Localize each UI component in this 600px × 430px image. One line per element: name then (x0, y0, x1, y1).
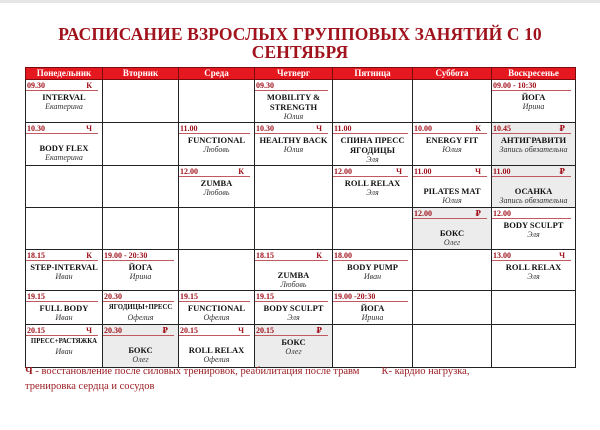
trainer-name: Ирина (129, 272, 152, 281)
trainer-name: Эля (527, 230, 540, 239)
trainer-name: Эля (366, 188, 379, 197)
class-name: BODY PUMP (347, 262, 398, 272)
time-line (179, 325, 250, 336)
class-name: ZUMBA (277, 270, 310, 280)
class-time: 20.15 (27, 326, 45, 335)
class-name: PILATES MAT (423, 186, 481, 196)
empty-cell (26, 208, 103, 250)
class-entry (26, 123, 102, 165)
class-entry (255, 250, 332, 290)
recovery-icon: Ч (316, 124, 322, 133)
ruble-paid-icon: ₽ (316, 326, 322, 335)
empty-cell (103, 208, 179, 250)
class-time: 19.15 (256, 292, 274, 301)
schedule-body (26, 80, 576, 368)
class-entry (103, 250, 178, 290)
class-entry (333, 250, 412, 290)
class-time: 11.00 (334, 124, 352, 133)
time-line (26, 80, 98, 91)
schedule-table (25, 67, 576, 368)
class-time: 20.15 (256, 326, 274, 335)
trainer-name: Офелия (127, 313, 154, 322)
day-header-monday: Понедельник (26, 68, 103, 80)
legend-cardio-text: К- кардио нагрузка, (381, 366, 470, 377)
class-cell[interactable] (492, 250, 576, 291)
ruble-paid-icon: ₽ (475, 209, 481, 218)
class-entry (179, 291, 254, 324)
day-header-friday: Пятница (333, 68, 413, 80)
trainer-name: Юлия (442, 196, 462, 205)
cardio-icon: К (86, 81, 92, 90)
top-border (0, 0, 600, 3)
cardio-icon: К (316, 251, 322, 260)
trainer-name: Иван (55, 272, 73, 281)
trainer-name: Юлия (283, 112, 304, 121)
class-entry (492, 80, 575, 122)
time-line (179, 123, 250, 134)
class-name: ПРЕСС+РАСТЯЖКА (30, 338, 98, 345)
class-cell[interactable] (26, 250, 103, 291)
class-name: BODY SCULPT (263, 303, 324, 313)
time-line (255, 325, 328, 336)
time-line (255, 123, 328, 134)
class-name: ОСАНКА (514, 186, 553, 196)
time-line (26, 291, 98, 302)
ruble-paid-icon: ₽ (162, 326, 168, 335)
class-entry (26, 291, 102, 324)
empty-cell (103, 80, 179, 123)
class-time: 12.00 (414, 209, 432, 218)
class-cell[interactable] (179, 123, 255, 166)
class-entry (26, 325, 102, 367)
class-name: ЙОГА (128, 262, 153, 272)
class-time: 11.00 (493, 167, 511, 176)
class-time: 10.45 (493, 124, 511, 133)
class-time: 20.15 (180, 326, 198, 335)
time-line (333, 250, 408, 261)
time-line (103, 250, 174, 261)
class-entry (413, 166, 491, 207)
title-line-2: СЕНТЯБРЯ (251, 42, 349, 62)
class-name: FULL BODY (39, 303, 89, 313)
class-cell[interactable] (103, 325, 179, 368)
class-name: BODY FLEX (39, 143, 89, 153)
class-name: АНТИГРАВИТИ (500, 135, 567, 145)
trainer-name: Любовь (203, 145, 230, 154)
class-cell[interactable] (413, 208, 492, 250)
class-name: ЙОГА (521, 92, 546, 102)
class-cell[interactable] (255, 325, 333, 368)
class-time: 18.15 (256, 251, 274, 260)
class-time: 09.30 (27, 81, 45, 90)
class-name: BODY SCULPT (503, 220, 564, 230)
time-line (413, 123, 487, 134)
class-name: ЯГОДИЦЫ+ПРЕСС (108, 304, 173, 311)
trainer-name: Юлия (283, 145, 304, 154)
time-line (255, 250, 328, 261)
class-entry (26, 80, 102, 122)
empty-cell (103, 123, 179, 166)
cardio-icon: К (86, 251, 92, 260)
class-cell[interactable] (413, 166, 492, 208)
time-line (333, 291, 408, 302)
class-entry (413, 208, 491, 249)
class-entry (255, 80, 332, 122)
class-entry (179, 123, 254, 165)
day-header-thursday: Четверг (255, 68, 333, 80)
schedule-row (26, 166, 576, 208)
class-entry (103, 325, 178, 367)
empty-cell (26, 166, 103, 208)
empty-cell (413, 325, 492, 368)
class-time: 09.00 - 10:30 (493, 81, 537, 90)
time-line (255, 291, 328, 302)
class-entry (255, 325, 332, 367)
trainer-name: Иван (55, 347, 73, 356)
time-line (333, 166, 408, 177)
class-time: 12.00 (334, 167, 352, 176)
class-entry (492, 166, 575, 207)
class-name: ENERGY FIT (425, 135, 479, 145)
schedule-row (26, 325, 576, 368)
days-header-row (26, 68, 576, 80)
empty-cell (413, 250, 492, 291)
class-time: 19.00 - 20:30 (104, 251, 148, 260)
class-time: 11.00 (180, 124, 198, 133)
class-cell[interactable] (413, 123, 492, 166)
empty-cell (333, 80, 413, 123)
day-header-tuesday: Вторник (103, 68, 179, 80)
class-name: ZUMBA (200, 178, 233, 188)
class-time: 10.30 (27, 124, 45, 133)
class-time: 12.00 (493, 209, 511, 218)
class-time: 20.30 (104, 292, 122, 301)
class-time: 12.00 (180, 167, 198, 176)
trainer-name: Екатерина (45, 102, 83, 111)
class-name: STEP-INTERVAL (30, 262, 98, 272)
cardio-icon: К (238, 167, 244, 176)
empty-cell (179, 250, 255, 291)
class-name: БОКС (128, 345, 153, 355)
class-name: INTERVAL (42, 92, 86, 102)
legend-cardio-text-2: тренировка сердца и сосудов (25, 381, 155, 392)
empty-cell (413, 291, 492, 325)
trainer-name: Офелия (203, 355, 230, 364)
page-title (0, 25, 600, 61)
class-time: 11.00 (414, 167, 432, 176)
class-cell[interactable] (26, 123, 103, 166)
trainer-name: Запись обязательна (499, 196, 568, 205)
time-line (179, 166, 250, 177)
trainer-name: Ирина (522, 102, 545, 111)
schedule-row (26, 250, 576, 291)
class-cell[interactable] (333, 291, 413, 325)
class-name: FUNCTIONAL (187, 303, 246, 313)
empty-cell (255, 208, 333, 250)
time-line (492, 166, 571, 177)
class-entry (255, 123, 332, 165)
recovery-icon: Ч (86, 124, 92, 133)
empty-cell (492, 291, 576, 325)
empty-cell (492, 325, 576, 368)
trainer-name: Эля (287, 313, 300, 322)
recovery-icon: Ч (396, 167, 402, 176)
class-entry (492, 208, 575, 249)
class-cell[interactable] (179, 325, 255, 368)
class-time: 13.00 (493, 251, 511, 260)
time-line (492, 250, 571, 261)
class-cell[interactable] (103, 291, 179, 325)
class-time: 20.30 (104, 326, 122, 335)
class-name: БОКС (281, 337, 306, 347)
time-line (492, 123, 571, 134)
class-entry (492, 250, 575, 290)
day-header-saturday: Суббота (413, 68, 492, 80)
class-name: HEALTHY BACK (259, 135, 328, 145)
class-time: 19.15 (27, 292, 45, 301)
recovery-icon: Ч (25, 366, 33, 377)
time-line (333, 123, 408, 134)
class-entry (179, 166, 254, 207)
class-cell[interactable] (333, 250, 413, 291)
class-cell[interactable] (255, 123, 333, 166)
trainer-name: Запись обязательна (499, 145, 568, 154)
ruble-paid-icon: ₽ (559, 167, 565, 176)
time-line (179, 291, 250, 302)
class-entry (333, 123, 412, 165)
trainer-name: Екатерина (45, 153, 83, 162)
trainer-name: Олег (443, 238, 461, 247)
recovery-icon: Ч (86, 326, 92, 335)
day-header-wednesday: Среда (179, 68, 255, 80)
time-line (255, 80, 328, 91)
class-entry (255, 291, 332, 324)
time-line (26, 123, 98, 134)
class-time: 18.00 (334, 251, 352, 260)
class-cell[interactable] (179, 291, 255, 325)
trainer-name: Олег (285, 347, 302, 356)
class-entry (103, 291, 178, 324)
legend (25, 364, 585, 394)
class-entry (492, 123, 575, 165)
recovery-icon: Ч (559, 251, 565, 260)
recovery-icon: Ч (475, 167, 481, 176)
trainer-name: Эля (366, 155, 379, 164)
class-name: FUNCTIONAL (187, 135, 246, 145)
class-name: ЙОГА (360, 303, 385, 313)
time-line (413, 208, 487, 219)
class-cell[interactable] (179, 166, 255, 208)
class-cell[interactable] (26, 325, 103, 368)
time-line (413, 166, 487, 177)
trainer-name: Офелия (203, 313, 230, 322)
trainer-name: Олег (132, 355, 149, 364)
schedule-row (26, 291, 576, 325)
class-time: 18.15 (27, 251, 45, 260)
trainer-name: Юлия (442, 145, 462, 154)
time-line (103, 291, 174, 302)
empty-cell (103, 166, 179, 208)
trainer-name: Иван (363, 272, 382, 281)
trainer-name: Любовь (280, 280, 307, 289)
schedule-row (26, 208, 576, 250)
class-name: ROLL RELAX (344, 178, 401, 188)
class-time: 09.30 (256, 81, 274, 90)
empty-cell (179, 80, 255, 123)
class-cell[interactable] (26, 80, 103, 123)
class-cell[interactable] (492, 123, 576, 166)
class-cell[interactable] (333, 166, 413, 208)
time-line (26, 325, 98, 336)
class-cell[interactable] (492, 80, 576, 123)
class-entry (26, 250, 102, 290)
class-name: СПИНА ПРЕСС ЯГОДИЦЫ (340, 135, 405, 155)
trainer-name: Иван (55, 313, 73, 322)
empty-cell (179, 208, 255, 250)
class-cell[interactable] (255, 80, 333, 123)
ruble-paid-icon: ₽ (559, 124, 565, 133)
recovery-icon: Ч (238, 326, 244, 335)
class-cell[interactable] (255, 291, 333, 325)
class-name: ROLL RELAX (505, 262, 562, 272)
trainer-name: Любовь (203, 188, 230, 197)
class-name: MOBILITY & STRENGTH (266, 92, 321, 112)
class-cell[interactable] (103, 250, 179, 291)
class-cell[interactable] (492, 208, 576, 250)
time-line (492, 80, 571, 91)
legend-recovery-text: - восстановление после силовых тренировок, реабилитация после травм (32, 366, 360, 377)
class-time: 10.00 (414, 124, 432, 133)
class-time: 19.00 -20:30 (334, 292, 376, 301)
time-line (492, 208, 571, 219)
trainer-name: Эля (527, 272, 540, 281)
title-line-1: РАСПИСАНИЕ ВЗРОСЛЫХ ГРУППОВЫХ ЗАНЯТИЙ С 10 (58, 24, 542, 44)
cardio-icon: К (475, 124, 481, 133)
class-entry (333, 166, 412, 207)
class-entry (333, 291, 412, 324)
class-entry (179, 325, 254, 367)
class-name: ROLL RELAX (188, 345, 245, 355)
schedule-row (26, 80, 576, 123)
class-cell[interactable] (255, 250, 333, 291)
day-header-sunday: Воскресенье (492, 68, 576, 80)
class-name: БОКС (439, 228, 465, 238)
empty-cell (255, 166, 333, 208)
empty-cell (413, 80, 492, 123)
class-time: 19.15 (180, 292, 198, 301)
trainer-name: Ирина (361, 313, 384, 322)
empty-cell (333, 325, 413, 368)
class-cell[interactable] (26, 291, 103, 325)
time-line (103, 325, 174, 336)
class-cell[interactable] (492, 166, 576, 208)
class-time: 10.30 (256, 124, 274, 133)
class-cell[interactable] (333, 123, 413, 166)
class-entry (413, 123, 491, 165)
time-line (26, 250, 98, 261)
empty-cell (333, 208, 413, 250)
schedule-row (26, 123, 576, 166)
